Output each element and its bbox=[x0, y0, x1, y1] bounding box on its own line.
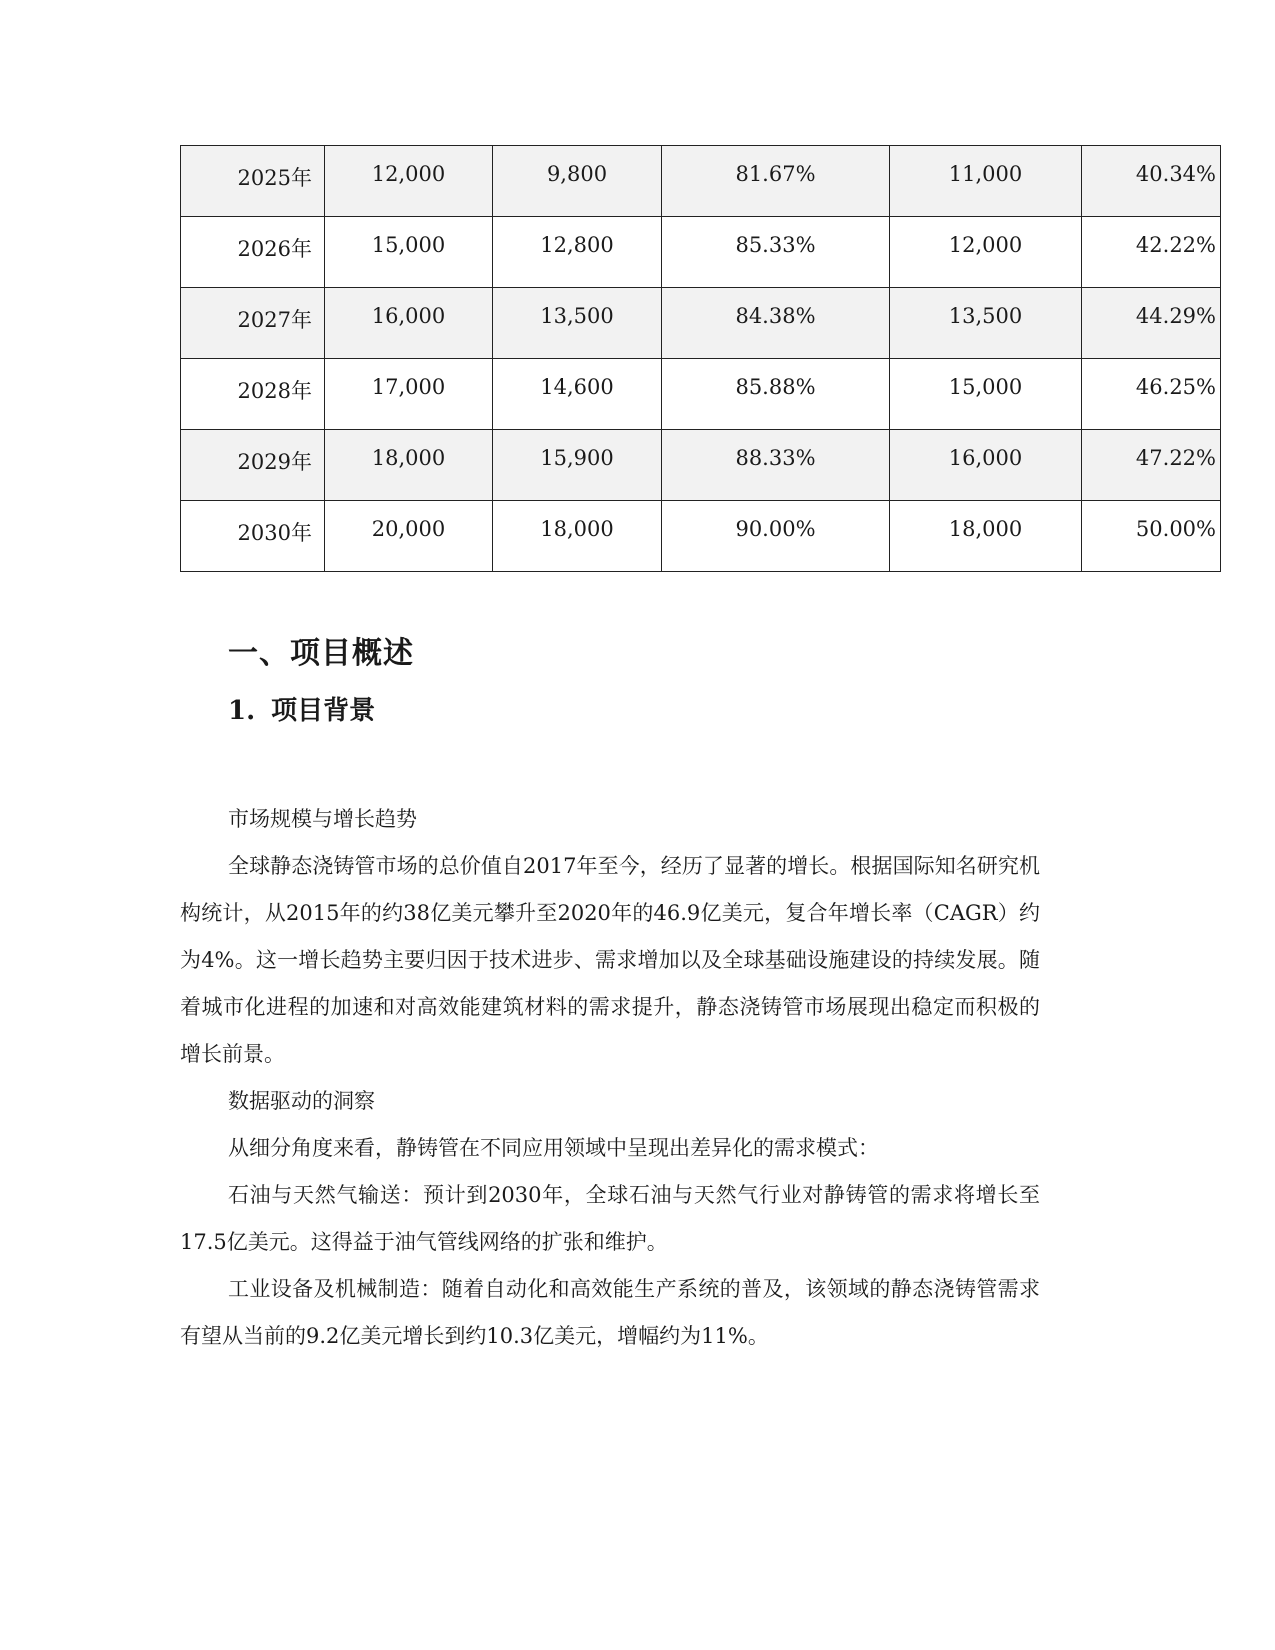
paragraph: 从细分角度来看，静铸管在不同应用领域中呈现出差异化的需求模式： bbox=[228, 1136, 879, 1160]
paragraph: 工业设备及机械制造：随着自动化和高效能生产系统的普及，该领域的静态浇铸管需求有望从当前的9.2亿美元增长到约10.3亿美元，增幅约为11%。 bbox=[180, 1277, 1040, 1348]
table-cell: 16,000 bbox=[890, 430, 1082, 501]
subsection-number: 1. bbox=[228, 696, 256, 726]
table-cell: 13,500 bbox=[493, 288, 662, 359]
paragraph-title: 市场规模与增长趋势 bbox=[228, 807, 417, 831]
table-cell: 18,000 bbox=[493, 501, 662, 572]
table-cell: 11,000 bbox=[890, 146, 1082, 217]
paragraph-title: 数据驱动的洞察 bbox=[228, 1089, 375, 1113]
data-table bbox=[180, 145, 1221, 572]
table-cell: 15,000 bbox=[890, 359, 1082, 430]
year-cell: 2027年 bbox=[181, 288, 325, 359]
table-row bbox=[181, 430, 1221, 501]
table-cell: 9,800 bbox=[493, 146, 662, 217]
paragraph: 石油与天然气输送：预计到2030年，全球石油与天然气行业对静铸管的需求将增长至17.5亿美元。这得益于油气管线网络的扩张和维护。 bbox=[180, 1183, 1040, 1254]
table-row bbox=[181, 359, 1221, 430]
year-cell: 2025年 bbox=[181, 146, 325, 217]
body-text bbox=[180, 796, 1040, 1360]
table-row bbox=[181, 501, 1221, 572]
table-cell: 14,600 bbox=[493, 359, 662, 430]
table-row bbox=[181, 146, 1221, 217]
table-cell: 16,000 bbox=[325, 288, 493, 359]
table-cell: 40.34% bbox=[1082, 146, 1221, 217]
table-cell: 90.00% bbox=[662, 501, 890, 572]
table-row bbox=[181, 217, 1221, 288]
section-heading: 一、项目概述 bbox=[228, 636, 414, 671]
table-cell: 15,000 bbox=[325, 217, 493, 288]
table-cell: 20,000 bbox=[325, 501, 493, 572]
year-cell: 2026年 bbox=[181, 217, 325, 288]
subsection-title: 项目背景 bbox=[271, 696, 376, 726]
table-cell: 84.38% bbox=[662, 288, 890, 359]
table-cell: 81.67% bbox=[662, 146, 890, 217]
table-cell: 12,800 bbox=[493, 217, 662, 288]
table-cell: 12,000 bbox=[890, 217, 1082, 288]
table-cell: 50.00% bbox=[1082, 501, 1221, 572]
table-cell: 13,500 bbox=[890, 288, 1082, 359]
table-cell: 18,000 bbox=[325, 430, 493, 501]
table-cell: 44.29% bbox=[1082, 288, 1221, 359]
subsection-heading bbox=[228, 690, 375, 727]
year-cell: 2029年 bbox=[181, 430, 325, 501]
table-cell: 85.33% bbox=[662, 217, 890, 288]
table-cell: 85.88% bbox=[662, 359, 890, 430]
table-cell: 12,000 bbox=[325, 146, 493, 217]
year-cell: 2028年 bbox=[181, 359, 325, 430]
table-cell: 42.22% bbox=[1082, 217, 1221, 288]
table-cell: 15,900 bbox=[493, 430, 662, 501]
table-cell: 17,000 bbox=[325, 359, 493, 430]
year-cell: 2030年 bbox=[181, 501, 325, 572]
paragraph: 全球静态浇铸管市场的总价值自2017年至今，经历了显著的增长。根据国际知名研究机构统计，从2015年的约38亿美元攀升至2020年的46.9亿美元，复合年增长率（CAGR）约为4%。这一增长趋势主要归因于技术进步、需求增加以及全球基础设施建设的持续发展。随着城市化进程的加速和对高效能建筑材料的需求提升，静态浇铸管市场展现出稳定而积极的增长前景。 bbox=[180, 854, 1040, 1066]
table-cell: 18,000 bbox=[890, 501, 1082, 572]
table-cell: 47.22% bbox=[1082, 430, 1221, 501]
table-cell: 88.33% bbox=[662, 430, 890, 501]
table-row bbox=[181, 288, 1221, 359]
table-cell: 46.25% bbox=[1082, 359, 1221, 430]
